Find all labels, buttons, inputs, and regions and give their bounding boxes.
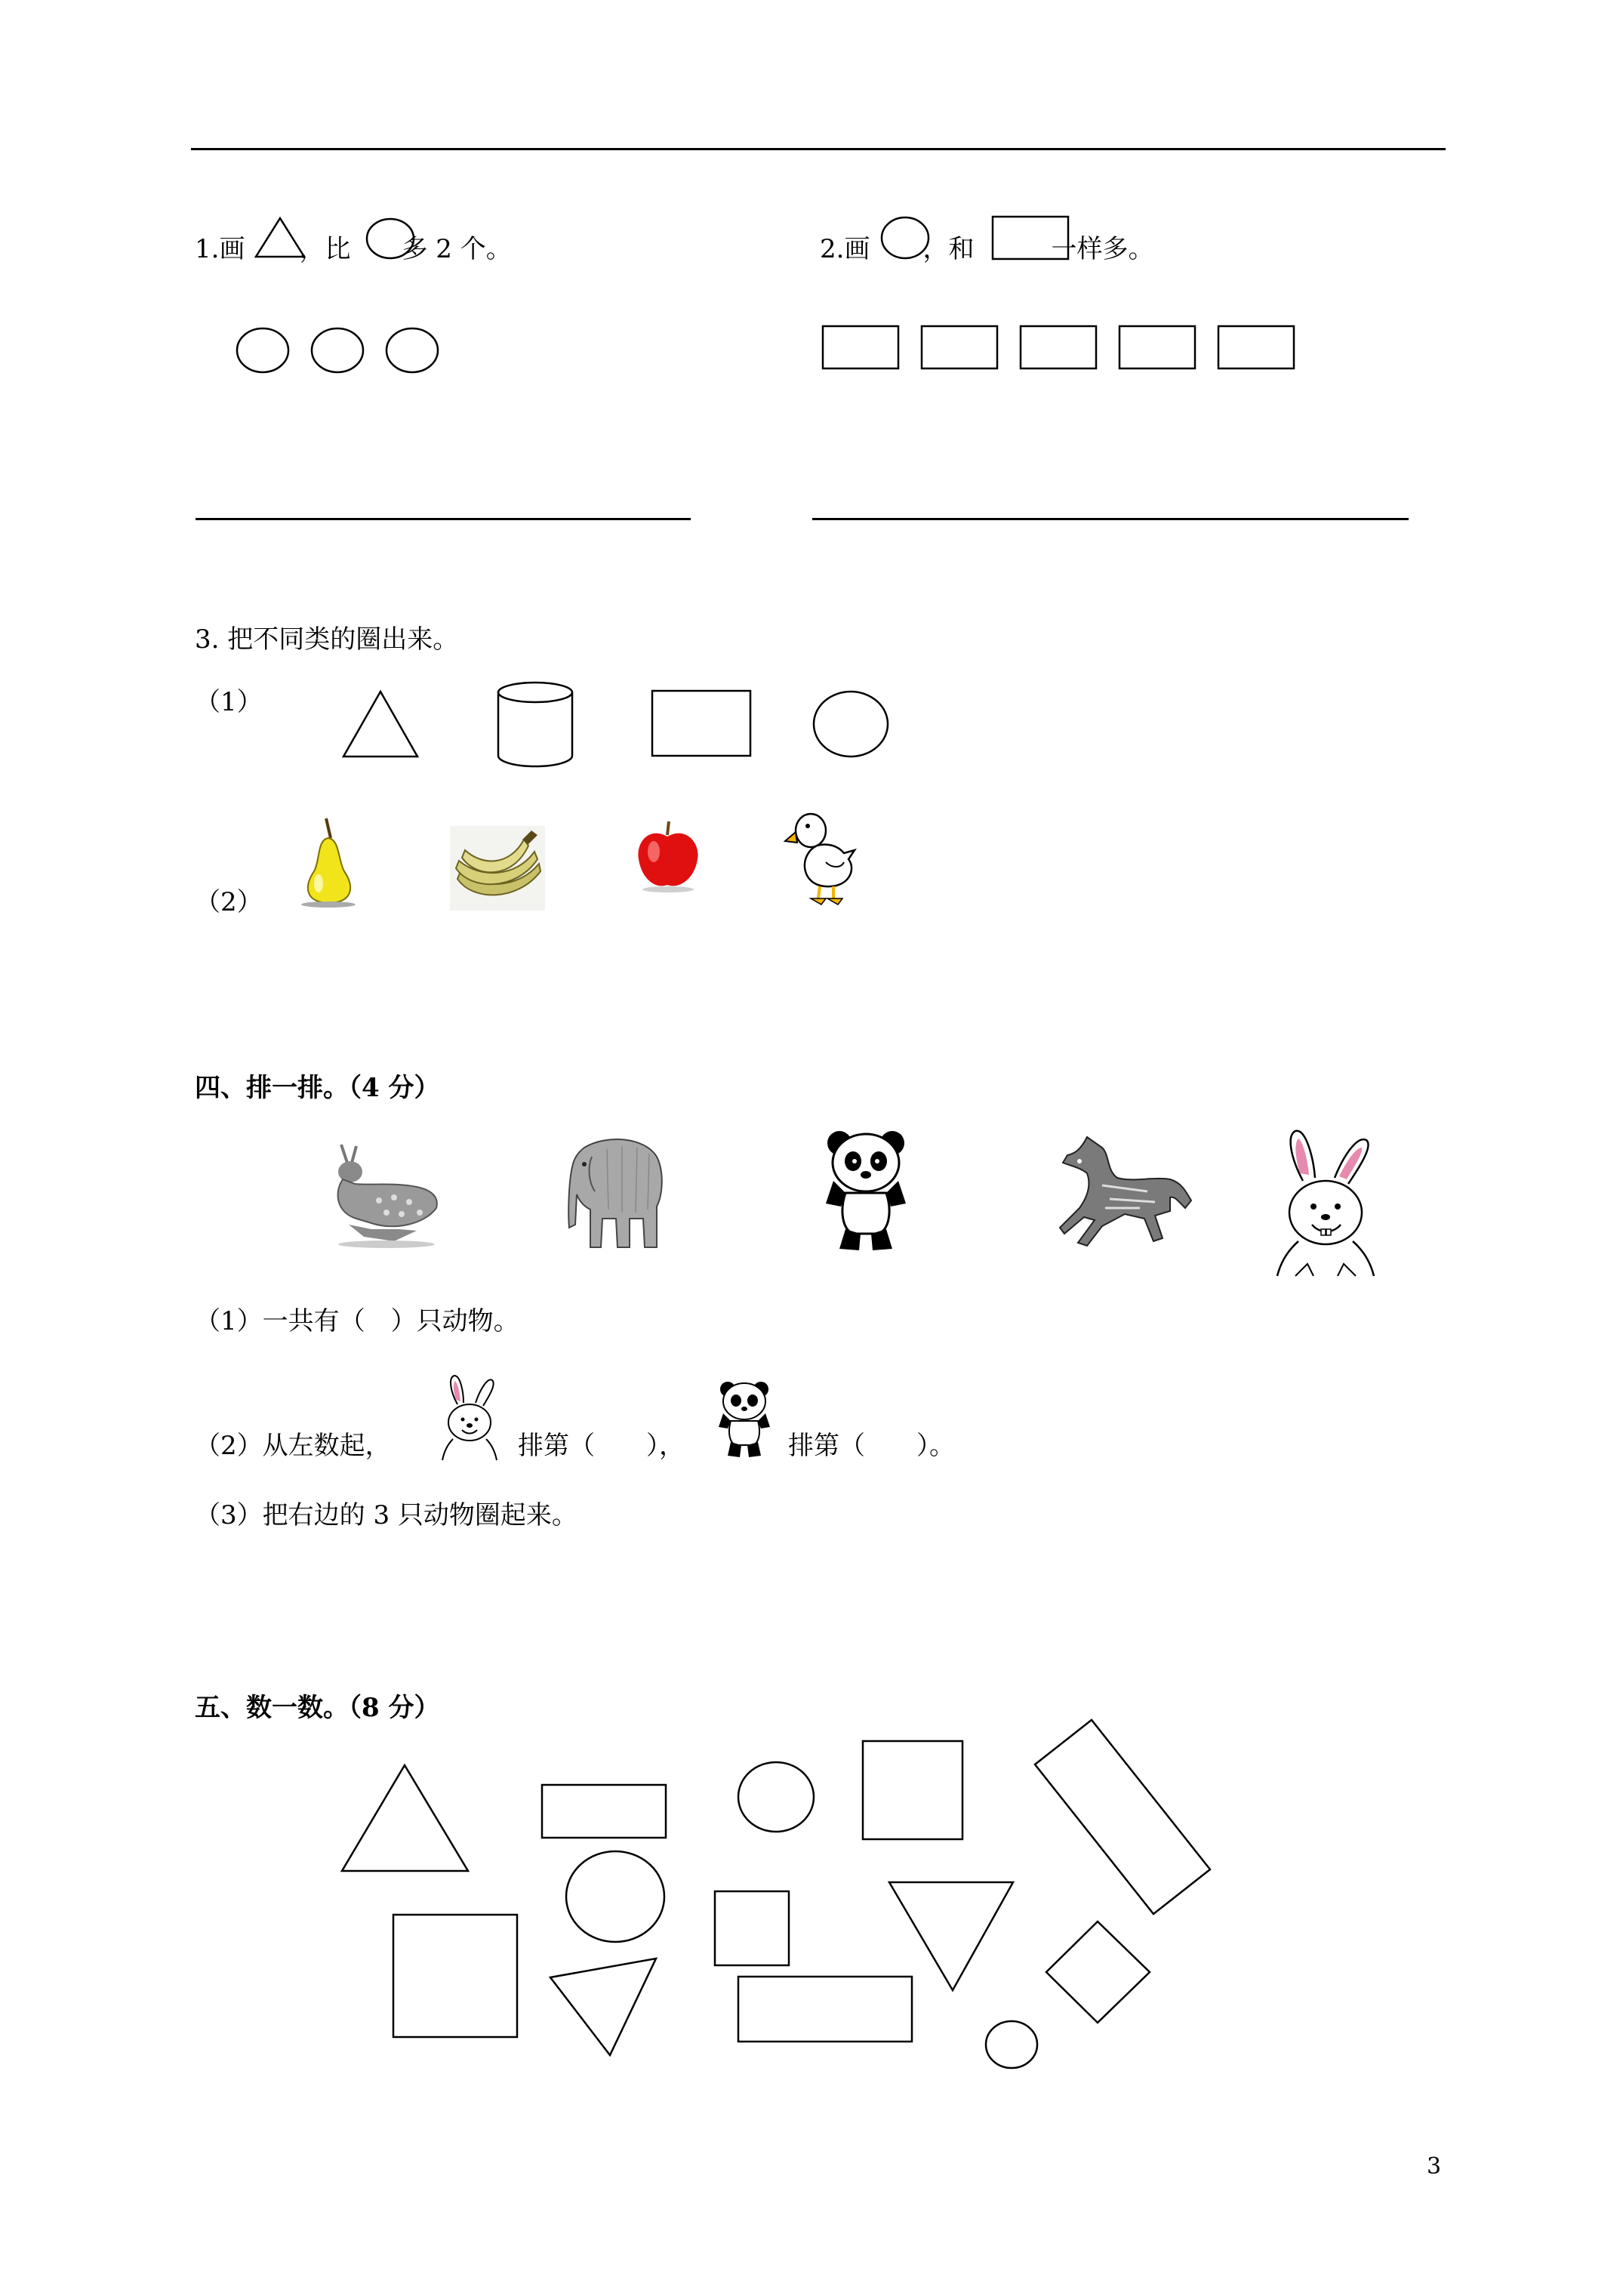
q2-part3: 一样多。 bbox=[1051, 234, 1154, 264]
shape-diamond bbox=[1046, 1922, 1150, 2023]
section5-title: 五、数一数。（8 分） bbox=[195, 1693, 440, 1723]
shape-circle-3 bbox=[986, 2021, 1037, 2068]
q2-part1: 画 bbox=[844, 234, 870, 264]
shape-rectangle-2 bbox=[738, 1977, 912, 2042]
shape-triangle-inverted bbox=[889, 1882, 1013, 1990]
q3-title: 3. 把不同类的圈出来。 bbox=[195, 624, 459, 655]
shape-triangle-1 bbox=[342, 1765, 468, 1871]
shape-square-1 bbox=[863, 1741, 962, 1839]
shape-rectangle-1 bbox=[542, 1785, 666, 1838]
q1-part2: ，比 bbox=[299, 234, 351, 264]
shape-square-3 bbox=[393, 1915, 517, 2037]
shape-rectangle-tilted bbox=[1035, 1720, 1210, 1914]
shape-square-2 bbox=[715, 1891, 789, 1965]
shape-circle-1 bbox=[738, 1762, 814, 1832]
q2-part2: ，和 bbox=[922, 234, 975, 264]
q1-part1: 画 bbox=[219, 234, 245, 264]
q3-row2-label: （2） bbox=[195, 887, 263, 917]
section4-line1: （1）一共有（ ）只动物。 bbox=[195, 1306, 519, 1336]
shape-triangle-tilted bbox=[550, 1959, 656, 2055]
q2-number: 2. bbox=[820, 234, 845, 264]
q1-part3: 多 2 个。 bbox=[402, 234, 512, 264]
section4-line2b: 排第（ ）， bbox=[518, 1431, 685, 1461]
q3-row1-label: （1） bbox=[195, 687, 263, 717]
shape-circle-2 bbox=[566, 1851, 664, 1942]
page-number: 3 bbox=[1427, 2153, 1442, 2180]
section4-line2c: 排第（ ）。 bbox=[788, 1431, 955, 1461]
section4-line3: （3）把右边的 3 只动物圈起来。 bbox=[195, 1500, 577, 1530]
section4-title: 四、排一排。（4 分） bbox=[195, 1073, 440, 1103]
section4-line2a: （2）从左数起， bbox=[195, 1431, 391, 1461]
q1-number: 1. bbox=[195, 234, 220, 264]
